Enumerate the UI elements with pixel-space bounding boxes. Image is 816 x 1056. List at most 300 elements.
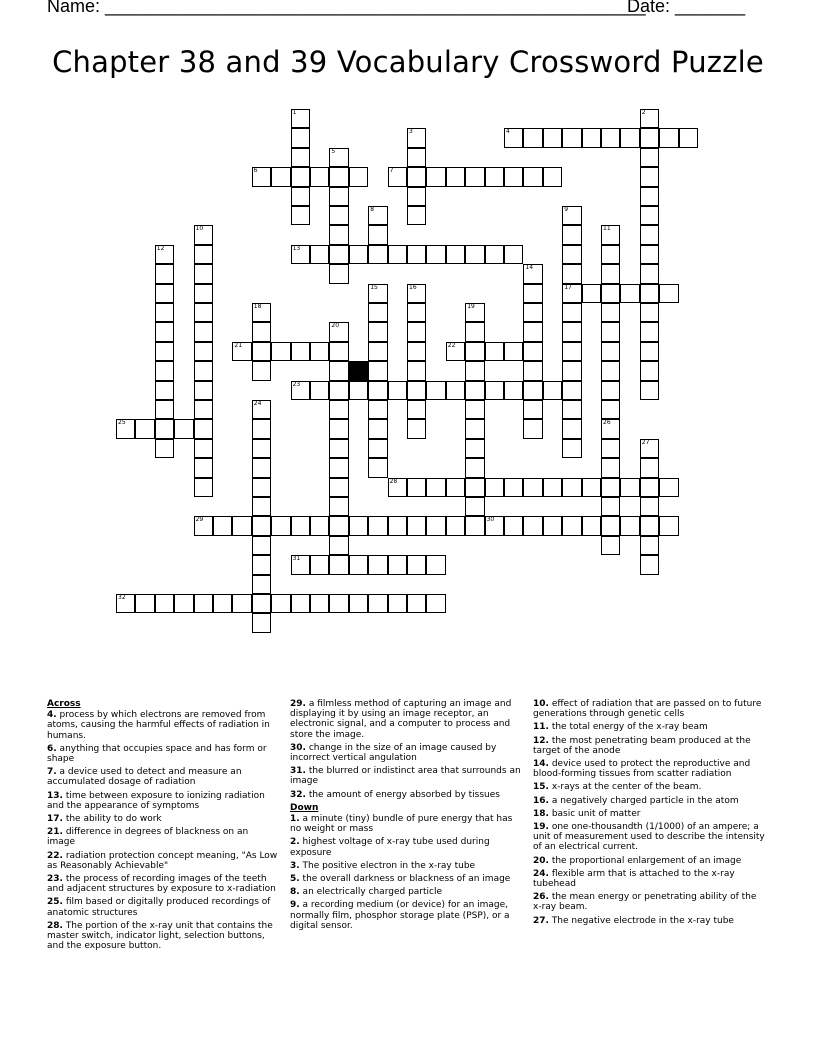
grid-cell[interactable]: [407, 322, 426, 341]
grid-cell[interactable]: [155, 284, 174, 303]
grid-cell[interactable]: [194, 478, 213, 497]
grid-cell[interactable]: [252, 516, 271, 535]
grid-cell[interactable]: [426, 555, 445, 574]
grid-cell[interactable]: [426, 381, 445, 400]
grid-cell[interactable]: [601, 381, 620, 400]
cell-number: 17: [564, 283, 572, 291]
grid-cell[interactable]: [213, 594, 232, 613]
clue-number: 13.: [47, 790, 63, 801]
grid-cell[interactable]: [562, 245, 581, 264]
across-clue: [47, 874, 279, 894]
grid-cell[interactable]: [329, 536, 348, 555]
grid-cell[interactable]: [465, 361, 484, 380]
grid-cell[interactable]: [620, 478, 639, 497]
grid-cell[interactable]: [562, 322, 581, 341]
grid-cell[interactable]: [659, 284, 678, 303]
grid-cell[interactable]: [194, 400, 213, 419]
grid-cell[interactable]: [329, 555, 348, 574]
grid-cell[interactable]: [252, 575, 271, 594]
grid-cell[interactable]: [465, 458, 484, 477]
grid-cell[interactable]: [252, 322, 271, 341]
grid-cell[interactable]: [155, 400, 174, 419]
grid-cell[interactable]: [562, 303, 581, 322]
grid-cell[interactable]: [407, 594, 426, 613]
grid-cell[interactable]: [659, 478, 678, 497]
grid-cell[interactable]: [291, 148, 310, 167]
grid-cell[interactable]: [310, 555, 329, 574]
cell-number: 9: [564, 206, 569, 213]
clue-number: 4.: [47, 710, 57, 721]
grid-cell[interactable]: [523, 167, 542, 186]
grid-cell[interactable]: [640, 225, 659, 244]
grid-cell[interactable]: [329, 419, 348, 438]
grid-cell[interactable]: [232, 594, 251, 613]
grid-cell[interactable]: [601, 303, 620, 322]
grid-cell[interactable]: [407, 361, 426, 380]
grid-cell[interactable]: [116, 419, 135, 438]
grid-cell[interactable]: [194, 419, 213, 438]
grid-cell[interactable]: [601, 536, 620, 555]
cell-number: 21: [234, 341, 243, 349]
grid-cell[interactable]: [504, 381, 523, 400]
grid-cell[interactable]: [640, 148, 659, 167]
grid-cell[interactable]: [523, 128, 542, 147]
grid-cell[interactable]: [271, 167, 290, 186]
grid-cell[interactable]: [504, 342, 523, 361]
grid-cell[interactable]: [407, 187, 426, 206]
grid-cell[interactable]: [174, 419, 193, 438]
grid-cell[interactable]: [368, 361, 387, 380]
grid-cell[interactable]: [252, 400, 271, 419]
grid-cell[interactable]: [562, 206, 581, 225]
clue-text: change in the size of an image caused by incorrect vertical angulation: [290, 742, 497, 764]
grid-cell[interactable]: [601, 225, 620, 244]
clue-text: process by which electrons are removed from atoms, causing the harmful effects of radiation in humans.: [47, 710, 270, 741]
grid-cell[interactable]: [446, 167, 465, 186]
grid-cell[interactable]: [504, 478, 523, 497]
grid-cell[interactable]: [523, 342, 542, 361]
grid-cell[interactable]: [465, 342, 484, 361]
grid-cell[interactable]: [523, 478, 542, 497]
grid-cell[interactable]: [329, 594, 348, 613]
grid-cell[interactable]: [155, 381, 174, 400]
clue-text: an electrically charged particle: [299, 887, 443, 898]
down-clue: [533, 822, 765, 853]
grid-cell[interactable]: [640, 109, 659, 128]
grid-cell[interactable]: [640, 342, 659, 361]
grid-cell[interactable]: [329, 264, 348, 283]
grid-cell[interactable]: [252, 361, 271, 380]
grid-cell[interactable]: [291, 128, 310, 147]
grid-cell[interactable]: [465, 322, 484, 341]
grid-cell[interactable]: [252, 478, 271, 497]
grid-cell[interactable]: [194, 439, 213, 458]
grid-cell[interactable]: [523, 303, 542, 322]
grid-cell[interactable]: [194, 361, 213, 380]
grid-cell[interactable]: [135, 594, 154, 613]
grid-cell[interactable]: [601, 497, 620, 516]
grid-cell[interactable]: [562, 225, 581, 244]
grid-cell[interactable]: [252, 303, 271, 322]
grid-cell[interactable]: [155, 361, 174, 380]
grid-cell[interactable]: [640, 458, 659, 477]
grid-cell[interactable]: [116, 594, 135, 613]
grid-cell[interactable]: [543, 381, 562, 400]
grid-cell[interactable]: [640, 167, 659, 186]
grid-cell[interactable]: [543, 516, 562, 535]
grid-cell[interactable]: [388, 478, 407, 497]
down-clue: [290, 887, 522, 897]
grid-cell[interactable]: [368, 206, 387, 225]
grid-cell[interactable]: [640, 516, 659, 535]
grid-cell[interactable]: [252, 497, 271, 516]
grid-cell[interactable]: [388, 594, 407, 613]
grid-cell[interactable]: [291, 381, 310, 400]
grid-cell[interactable]: [640, 322, 659, 341]
grid-cell[interactable]: [426, 516, 445, 535]
grid-cell[interactable]: [640, 206, 659, 225]
grid-cell[interactable]: [407, 555, 426, 574]
grid-cell[interactable]: [329, 458, 348, 477]
grid-cell[interactable]: [640, 555, 659, 574]
grid-cell[interactable]: [601, 419, 620, 438]
grid-cell[interactable]: [291, 555, 310, 574]
grid-cell[interactable]: [407, 128, 426, 147]
grid-cell[interactable]: [582, 284, 601, 303]
grid-cell[interactable]: [485, 381, 504, 400]
grid-cell[interactable]: [504, 245, 523, 264]
grid-cell[interactable]: [271, 516, 290, 535]
grid-cell[interactable]: [368, 322, 387, 341]
grid-cell[interactable]: [329, 187, 348, 206]
grid-cell[interactable]: [659, 128, 678, 147]
grid-cell[interactable]: [465, 245, 484, 264]
grid-cell[interactable]: [310, 167, 329, 186]
cell-number: 11: [603, 225, 611, 233]
grid-cell[interactable]: [485, 478, 504, 497]
grid-cell[interactable]: [271, 342, 290, 361]
grid-cell[interactable]: [543, 478, 562, 497]
clue-number: 32.: [290, 789, 306, 800]
grid-cell[interactable]: [310, 594, 329, 613]
grid-cell[interactable]: [601, 322, 620, 341]
grid-cell[interactable]: [485, 245, 504, 264]
grid-cell[interactable]: [368, 594, 387, 613]
grid-cell[interactable]: [388, 516, 407, 535]
grid-cell[interactable]: [407, 478, 426, 497]
across-clue: [47, 767, 279, 787]
grid-cell[interactable]: [368, 342, 387, 361]
grid-cell[interactable]: [640, 187, 659, 206]
grid-cell[interactable]: [465, 381, 484, 400]
grid-cell[interactable]: [601, 245, 620, 264]
grid-cell[interactable]: [194, 284, 213, 303]
grid-cell[interactable]: [426, 594, 445, 613]
cell-number: 20: [331, 322, 340, 330]
grid-cell[interactable]: [446, 478, 465, 497]
grid-cell[interactable]: [562, 478, 581, 497]
grid-cell[interactable]: [388, 245, 407, 264]
grid-cell[interactable]: [291, 167, 310, 186]
cell-number: 19: [467, 303, 475, 310]
grid-cell[interactable]: [388, 167, 407, 186]
grid-cell[interactable]: [349, 516, 368, 535]
grid-cell[interactable]: [562, 342, 581, 361]
grid-cell[interactable]: [194, 342, 213, 361]
grid-cell[interactable]: [485, 167, 504, 186]
grid-cell[interactable]: [252, 613, 271, 632]
grid-cell[interactable]: [135, 419, 154, 438]
grid-cell[interactable]: [601, 264, 620, 283]
grid-cell[interactable]: [368, 303, 387, 322]
grid-cell[interactable]: [640, 245, 659, 264]
grid-cell[interactable]: [155, 594, 174, 613]
grid-cell[interactable]: [407, 342, 426, 361]
grid-cell[interactable]: [368, 381, 387, 400]
grid-cell[interactable]: [504, 167, 523, 186]
grid-cell[interactable]: [252, 594, 271, 613]
grid-cell[interactable]: [485, 516, 504, 535]
grid-cell[interactable]: [291, 245, 310, 264]
grid-cell[interactable]: [601, 478, 620, 497]
grid-cell[interactable]: [640, 381, 659, 400]
grid-cell[interactable]: [329, 439, 348, 458]
grid-cell[interactable]: [601, 128, 620, 147]
grid-cell[interactable]: [349, 381, 368, 400]
grid-cell[interactable]: [523, 419, 542, 438]
grid-cell[interactable]: [194, 303, 213, 322]
grid-cell[interactable]: [155, 342, 174, 361]
grid-cell[interactable]: [523, 264, 542, 283]
grid-cell[interactable]: [446, 245, 465, 264]
grid-cell[interactable]: [329, 478, 348, 497]
grid-cell[interactable]: [155, 303, 174, 322]
grid-cell[interactable]: [523, 361, 542, 380]
grid-cell[interactable]: [562, 361, 581, 380]
grid-cell[interactable]: [252, 439, 271, 458]
grid-cell[interactable]: [407, 400, 426, 419]
grid-cell[interactable]: [232, 516, 251, 535]
grid-cell[interactable]: [368, 225, 387, 244]
grid-cell[interactable]: [388, 555, 407, 574]
grid-cell[interactable]: [194, 245, 213, 264]
grid-cell[interactable]: [582, 516, 601, 535]
grid-cell[interactable]: [291, 109, 310, 128]
grid-cell[interactable]: [601, 516, 620, 535]
grid-cell[interactable]: [504, 516, 523, 535]
grid-cell[interactable]: [368, 419, 387, 438]
grid-cell[interactable]: [562, 516, 581, 535]
grid-cell[interactable]: [640, 497, 659, 516]
grid-cell[interactable]: [329, 381, 348, 400]
grid-cell[interactable]: [601, 284, 620, 303]
grid-cell[interactable]: [368, 516, 387, 535]
grid-cell[interactable]: [523, 284, 542, 303]
grid-cell[interactable]: [329, 361, 348, 380]
grid-cell[interactable]: [446, 516, 465, 535]
grid-cell[interactable]: [194, 264, 213, 283]
grid-cell[interactable]: [601, 400, 620, 419]
grid-cell[interactable]: [388, 381, 407, 400]
grid-cell[interactable]: [252, 342, 271, 361]
grid-cell[interactable]: [407, 148, 426, 167]
grid-cell[interactable]: [426, 167, 445, 186]
down-clue: [533, 699, 765, 719]
grid-cell[interactable]: [620, 284, 639, 303]
grid-cell[interactable]: [291, 594, 310, 613]
grid-cell[interactable]: [252, 555, 271, 574]
grid-cell[interactable]: [465, 478, 484, 497]
grid-cell[interactable]: [659, 516, 678, 535]
grid-cell[interactable]: [155, 419, 174, 438]
grid-cell[interactable]: [349, 245, 368, 264]
grid-cell[interactable]: [291, 516, 310, 535]
grid-cell[interactable]: [329, 245, 348, 264]
grid-cell[interactable]: [310, 342, 329, 361]
grid-cell[interactable]: [155, 245, 174, 264]
grid-cell[interactable]: [640, 536, 659, 555]
grid-cell[interactable]: [310, 516, 329, 535]
grid-cell[interactable]: [523, 516, 542, 535]
grid-cell[interactable]: [329, 167, 348, 186]
grid-cell[interactable]: [620, 128, 639, 147]
grid-cell[interactable]: [252, 167, 271, 186]
grid-cell[interactable]: [465, 497, 484, 516]
clue-number: 8.: [290, 887, 300, 898]
grid-cell[interactable]: [291, 342, 310, 361]
grid-cell[interactable]: [310, 245, 329, 264]
grid-cell[interactable]: [640, 264, 659, 283]
grid-cell[interactable]: [194, 322, 213, 341]
cell-number: 7: [389, 167, 394, 175]
grid-cell[interactable]: [252, 536, 271, 555]
grid-cell[interactable]: [368, 284, 387, 303]
grid-cell[interactable]: [329, 342, 348, 361]
grid-cell[interactable]: [329, 148, 348, 167]
grid-cell[interactable]: [504, 128, 523, 147]
grid-cell[interactable]: [213, 516, 232, 535]
grid-cell[interactable]: [407, 167, 426, 186]
grid-cell[interactable]: [329, 322, 348, 341]
grid-cell[interactable]: [329, 400, 348, 419]
grid-cell[interactable]: [271, 594, 290, 613]
grid-cell[interactable]: [562, 381, 581, 400]
grid-cell[interactable]: [329, 225, 348, 244]
grid-cell[interactable]: [523, 322, 542, 341]
grid-cell[interactable]: [640, 478, 659, 497]
grid-cell[interactable]: [368, 555, 387, 574]
cell-number: 30: [486, 516, 495, 524]
grid-cell[interactable]: [426, 478, 445, 497]
grid-cell[interactable]: [640, 303, 659, 322]
grid-cell[interactable]: [232, 342, 251, 361]
clue-text: one one-thousandth (1/1000) of an ampere; a unit of measurement used to describe the intensity of an electrical current.: [533, 822, 765, 853]
grid-cell[interactable]: [446, 381, 465, 400]
grid-cell[interactable]: [407, 381, 426, 400]
grid-cell[interactable]: [349, 167, 368, 186]
across-clue-list-continued: [290, 699, 522, 800]
grid-cell[interactable]: [407, 516, 426, 535]
grid-cell[interactable]: [679, 128, 698, 147]
grid-cell[interactable]: [194, 381, 213, 400]
grid-cell[interactable]: [485, 342, 504, 361]
grid-cell[interactable]: [465, 303, 484, 322]
grid-cell[interactable]: [601, 361, 620, 380]
grid-cell[interactable]: [291, 187, 310, 206]
grid-cell[interactable]: [640, 439, 659, 458]
grid-cell[interactable]: [523, 381, 542, 400]
grid-cell[interactable]: [465, 400, 484, 419]
grid-cell[interactable]: [349, 555, 368, 574]
grid-cell[interactable]: [194, 225, 213, 244]
grid-cell[interactable]: [368, 458, 387, 477]
grid-cell[interactable]: [582, 128, 601, 147]
grid-cell[interactable]: [465, 439, 484, 458]
grid-cell[interactable]: [252, 419, 271, 438]
grid-cell[interactable]: [523, 400, 542, 419]
grid-cell[interactable]: [601, 439, 620, 458]
grid-cell[interactable]: [426, 245, 445, 264]
grid-cell[interactable]: [155, 322, 174, 341]
grid-cell[interactable]: [620, 516, 639, 535]
grid-cell[interactable]: [407, 303, 426, 322]
grid-cell[interactable]: [562, 128, 581, 147]
grid-cell[interactable]: [194, 458, 213, 477]
grid-cell[interactable]: [252, 458, 271, 477]
grid-cell[interactable]: [368, 245, 387, 264]
grid-cell[interactable]: [329, 516, 348, 535]
grid-cell[interactable]: [407, 245, 426, 264]
grid-cell[interactable]: [562, 419, 581, 438]
grid-cell[interactable]: [465, 167, 484, 186]
grid-cell[interactable]: [562, 264, 581, 283]
grid-cell[interactable]: [407, 284, 426, 303]
grid-cell[interactable]: [368, 400, 387, 419]
grid-cell[interactable]: [155, 264, 174, 283]
grid-cell[interactable]: [640, 284, 659, 303]
grid-cell[interactable]: [329, 206, 348, 225]
grid-cell[interactable]: [446, 342, 465, 361]
grid-cell[interactable]: [640, 128, 659, 147]
grid-cell[interactable]: [562, 400, 581, 419]
grid-cell[interactable]: [368, 439, 387, 458]
grid-cell[interactable]: [407, 419, 426, 438]
grid-cell[interactable]: [640, 361, 659, 380]
grid-cell[interactable]: [601, 342, 620, 361]
grid-cell[interactable]: [562, 284, 581, 303]
grid-cell[interactable]: [310, 381, 329, 400]
grid-cell[interactable]: [601, 458, 620, 477]
grid-cell[interactable]: [407, 206, 426, 225]
grid-cell[interactable]: [582, 478, 601, 497]
date-field-line[interactable]: Date: _______: [627, 0, 746, 16]
across-clue: [47, 827, 279, 847]
grid-cell[interactable]: [543, 128, 562, 147]
grid-cell[interactable]: [174, 594, 193, 613]
grid-cell[interactable]: [194, 594, 213, 613]
grid-cell[interactable]: [155, 439, 174, 458]
grid-cell[interactable]: [562, 439, 581, 458]
grid-cell[interactable]: [465, 419, 484, 438]
down-clue: [533, 759, 765, 779]
grid-cell[interactable]: [291, 206, 310, 225]
grid-cell[interactable]: [543, 167, 562, 186]
grid-cell[interactable]: [349, 594, 368, 613]
grid-cell[interactable]: [194, 516, 213, 535]
name-field-line[interactable]: Name: ______________________________________________________: [47, 0, 646, 16]
grid-cell[interactable]: [329, 497, 348, 516]
grid-cell[interactable]: [465, 516, 484, 535]
